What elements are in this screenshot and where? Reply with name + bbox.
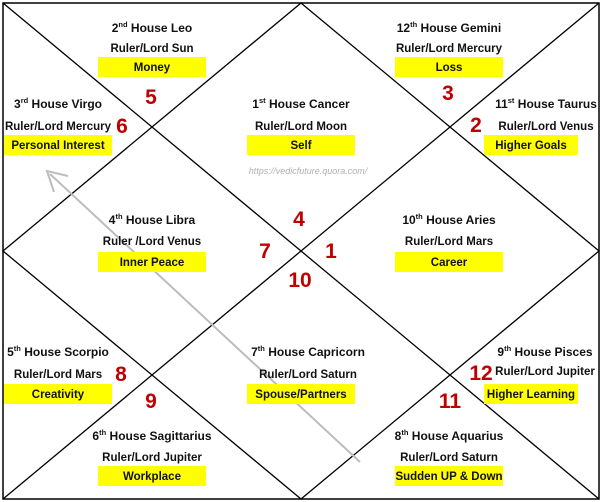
house-theme: Personal Interest [11,140,105,152]
house-ruler: Ruler/Lord Saturn [259,369,357,381]
sign-number: 10 [288,269,312,292]
house-theme: Spouse/Partners [255,389,347,401]
house-8 [395,428,504,486]
watermark-text: https://vedicfuture.quora.com/ [248,166,368,176]
sign-number: 7 [259,240,271,263]
house-title: 5th House Scorpio [7,344,109,359]
house-ruler: Ruler/Lord Moon [255,121,347,133]
house-6 [92,428,211,486]
house-ruler: Ruler/Lord Venus [498,121,594,133]
sign-number: 5 [145,86,157,109]
house-4 [98,212,206,272]
house-title: 8th House Aquarius [394,428,504,443]
sign-number: 9 [145,390,157,413]
house-theme: Higher Goals [495,140,567,152]
house-theme: Career [430,257,468,269]
house-7 [247,344,365,404]
house-theme: Self [290,140,312,152]
house-10 [395,212,503,272]
house-5 [4,344,112,404]
house-ruler: Ruler /Lord Venus [102,236,202,248]
sign-number: 4 [293,208,305,231]
house-ruler: Ruler/Lord Mars [404,236,494,248]
house-ruler: Ruler/Lord Mars [13,369,103,381]
house-2 [98,20,206,77]
house-ruler: Ruler/Lord Mercury [395,43,503,55]
house-title: 1st House Cancer [252,96,350,111]
house-title: 11st House Taurus [495,96,597,111]
house-title: 10th House Aries [402,212,496,227]
house-theme: Inner Peace [119,257,185,269]
house-ruler: Ruler/Lord Jupiter [495,366,595,378]
house-theme: Money [133,62,171,74]
house-title: 7th House Capricorn [251,344,365,359]
sign-number: 8 [115,363,127,386]
house-theme: Sudden UP & Down [395,471,503,483]
house-title: 3rd House Virgo [14,96,102,111]
house-ruler: Ruler/Lord Jupiter [102,452,202,464]
house-theme: Loss [435,62,463,74]
sign-number: 11 [438,390,462,413]
sign-number: 12 [469,362,493,385]
house-title: 6th House Sagittarius [92,428,212,443]
house-theme: Higher Learning [486,389,576,401]
sign-number: 3 [442,82,454,105]
house-title: 2nd House Leo [111,20,193,35]
sign-number: 1 [325,240,337,263]
sign-number: 6 [116,115,128,138]
house-theme: Creativity [31,389,85,401]
house-ruler: Ruler/Lord Mercury [4,121,112,133]
house-1 [247,96,355,155]
house-ruler: Ruler/Lord Sun [110,43,194,55]
house-title: 9th House Pisces [497,344,593,359]
house-title: 4th House Libra [108,212,196,227]
house-title: 12th House Gemini [396,20,502,35]
house-12 [395,20,503,77]
house-3 [4,96,112,155]
house-theme: Workplace [123,471,181,483]
house-ruler: Ruler/Lord Saturn [400,452,498,464]
sign-number: 2 [470,114,482,137]
